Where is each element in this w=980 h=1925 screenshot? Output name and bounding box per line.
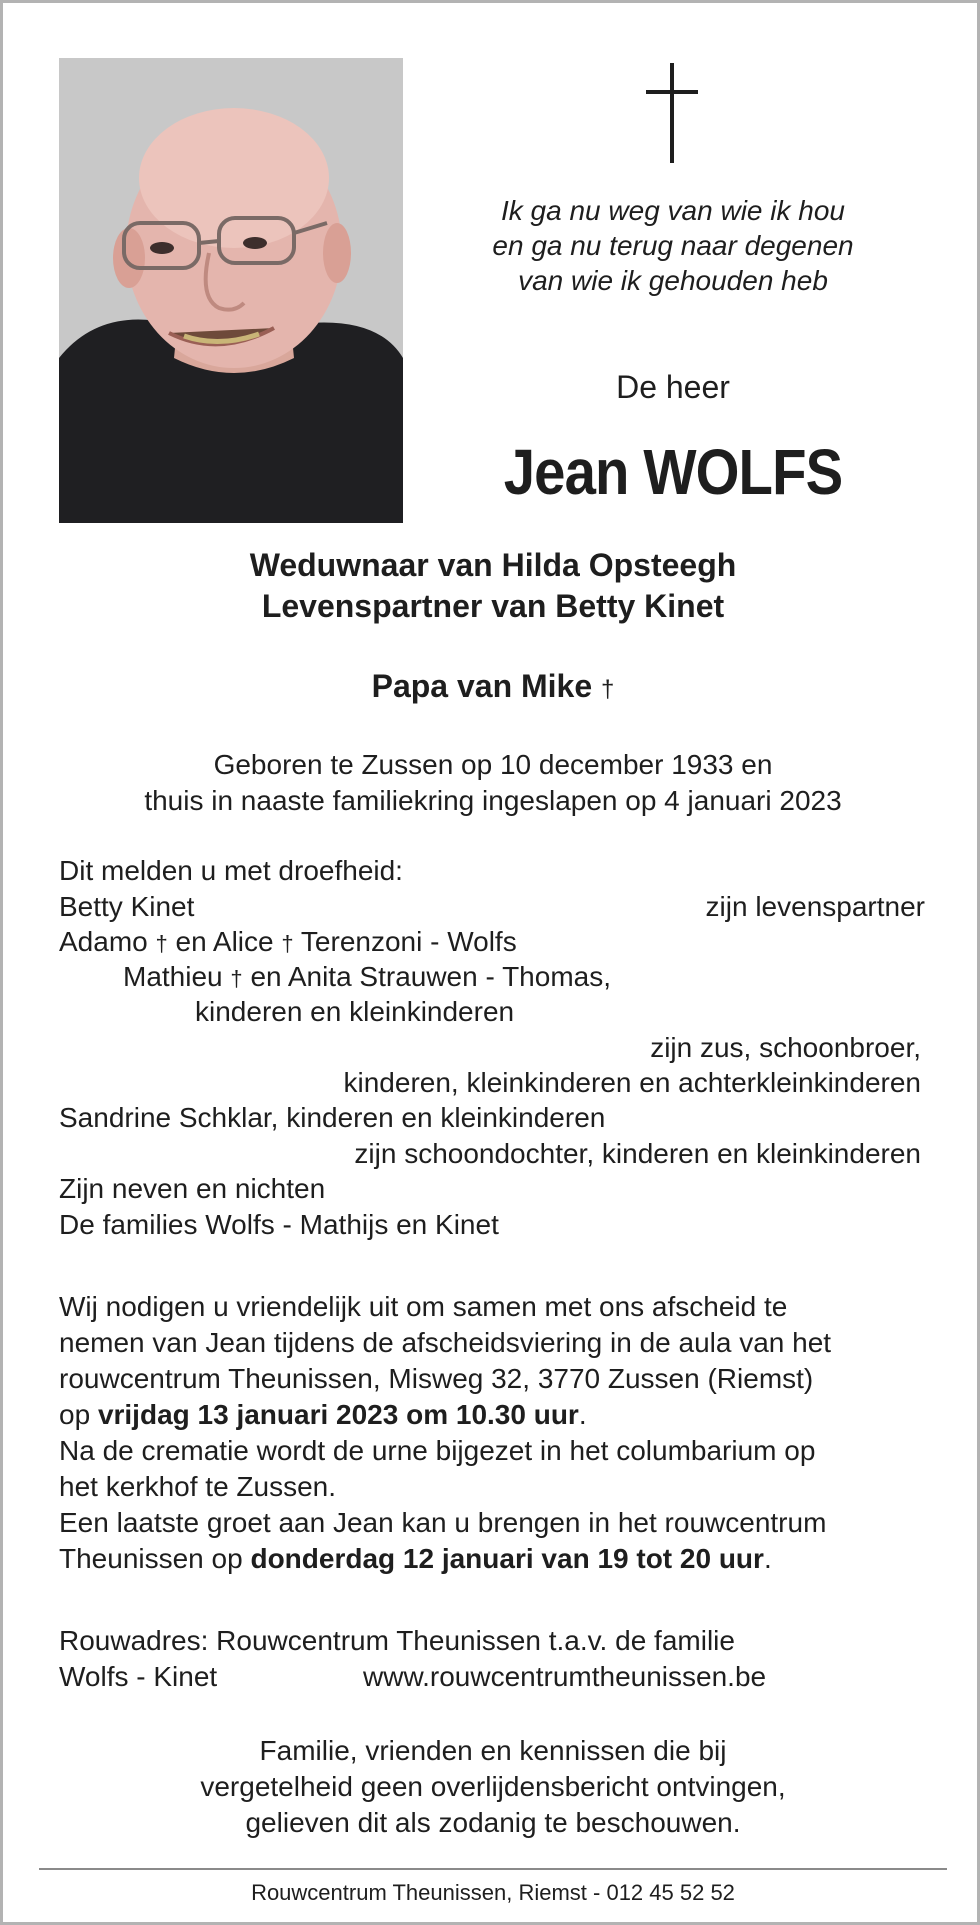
- ceremony-line: nemen van Jean tijdens de afscheidsviering in de aula van het: [59, 1327, 832, 1358]
- adamo-line: [59, 924, 517, 962]
- papa-line: [3, 668, 980, 705]
- papa-text: Papa van Mike: [371, 668, 593, 704]
- cross-icon: [646, 63, 698, 163]
- ceremony-text-part: op: [59, 1399, 91, 1430]
- mathieu-line: [123, 959, 611, 997]
- sandrine-line: Sandrine Schklar, kinderen en kleinkinderen: [59, 1102, 606, 1133]
- family-intro: Dit melden u met droefheid:: [59, 855, 403, 886]
- birth-line: thuis in naaste familiekring ingeslapen op 4 januari 2023: [144, 785, 842, 816]
- ceremony-line: [59, 1541, 939, 1577]
- closing-line: gelieven dit als zodanig te beschouwen.: [245, 1807, 741, 1838]
- schoondochter-line: zijn schoondochter, kinderen en kleinkinderen: [354, 1138, 921, 1169]
- address-family: Wolfs - Kinet: [59, 1661, 218, 1692]
- kids-line: kinderen, kleinkinderen en achterkleinkinderen: [343, 1067, 921, 1098]
- mathieu-text: Mathieu: [123, 961, 223, 992]
- kids-line: kinderen en kleinkinderen: [195, 996, 515, 1027]
- ceremony-line: Een laatste groet aan Jean kan u brengen in het rouwcentrum: [59, 1507, 827, 1538]
- dagger-icon: †: [601, 676, 615, 703]
- poem: [433, 193, 913, 298]
- ceremony-text-part: .: [578, 1399, 587, 1430]
- birth-info: [3, 747, 980, 819]
- birth-line: Geboren te Zussen op 10 december 1933 en: [213, 749, 773, 780]
- adamo-text: en Alice: [175, 926, 274, 957]
- ceremony-text-part: .: [763, 1543, 772, 1574]
- portrait-photo: [59, 58, 403, 523]
- ceremony-text-part: Theunissen op: [59, 1543, 243, 1574]
- footer: Rouwcentrum Theunissen, Riemst - 012 45 52 52: [251, 1880, 735, 1905]
- adamo-text: Terenzoni - Wolfs: [300, 926, 517, 957]
- ceremony-line: rouwcentrum Theunissen, Misweg 32, 3770 Zussen (Riemst): [59, 1363, 814, 1394]
- ceremony-date: vrijdag 13 januari 2023 om 10.30 uur: [97, 1399, 579, 1430]
- partner-line: Levenspartner van Betty Kinet: [261, 588, 725, 624]
- widower-line: Weduwnaar van Hilda Opsteegh: [249, 547, 737, 583]
- ceremony-line: Na de crematie wordt de urne bijgezet in het columbarium op: [59, 1435, 816, 1466]
- adamo-text: Adamo: [59, 926, 148, 957]
- portrait-image: [59, 58, 403, 523]
- dagger-icon: †: [155, 931, 168, 956]
- neven-line: Zijn neven en nichten: [59, 1173, 326, 1204]
- dagger-icon: †: [230, 966, 243, 991]
- poem-line: Ik ga nu weg van wie ik hou: [501, 195, 845, 226]
- divider: [39, 1868, 947, 1870]
- closing-line: vergetelheid geen overlijdensbericht ontvingen,: [200, 1771, 786, 1802]
- closing-line: Familie, vrienden en kennissen die bij: [259, 1735, 727, 1766]
- families-line: De families Wolfs - Mathijs en Kinet: [59, 1209, 499, 1240]
- poem-line: van wie ik gehouden heb: [518, 265, 828, 296]
- ceremony-text: [59, 1289, 939, 1577]
- address-line: Rouwadres: Rouwcentrum Theunissen t.a.v. de familie: [59, 1625, 735, 1656]
- poem-line: en ga nu terug naar degenen: [492, 230, 854, 261]
- betty-role: zijn levenspartner: [705, 891, 925, 922]
- zus-line: zijn zus, schoonbroer,: [650, 1032, 921, 1063]
- title-prefix: De heer: [616, 369, 730, 405]
- betty-name: Betty Kinet: [59, 891, 195, 922]
- dagger-icon: †: [281, 931, 294, 956]
- deceased-name: Jean WOLFS: [503, 436, 843, 508]
- visitation-date: donderdag 12 januari van 19 tot 20 uur: [250, 1543, 764, 1574]
- website-link[interactable]: www.rouwcentrumtheunissen.be: [363, 1661, 767, 1692]
- relations: [3, 545, 980, 627]
- ceremony-line: [59, 1397, 939, 1433]
- mathieu-text: en Anita Strauwen - Thomas,: [250, 961, 612, 992]
- ceremony-line: het kerkhof te Zussen.: [59, 1471, 337, 1502]
- ceremony-line: Wij nodigen u vriendelijk uit om samen met ons afscheid te: [59, 1291, 788, 1322]
- closing-note: [3, 1733, 980, 1841]
